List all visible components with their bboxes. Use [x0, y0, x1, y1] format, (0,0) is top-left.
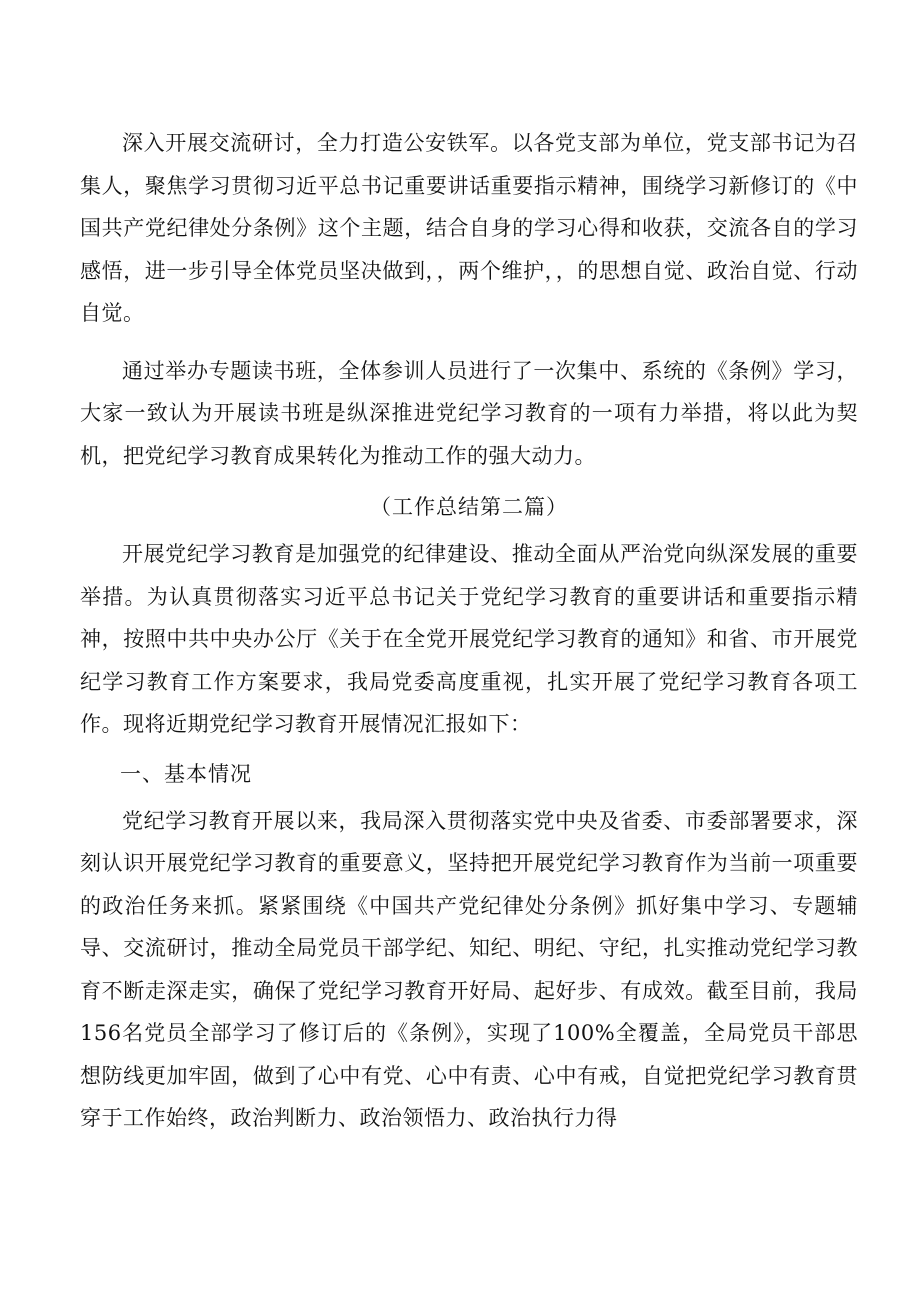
heading-basic-situation: 一、基本情况 [120, 761, 252, 786]
section-title: （工作总结第二篇） [370, 495, 568, 519]
paragraph-basic-situation: 党纪学习教育开展以来，我局深入贯彻落实党中央及省委、市委部署要求，深刻认识开展党纪学习教育的重要意义，坚持把开展党纪学习教育作为当前一项重要的政治任务来抓。紧紧围绕《中国共产党纪律处分条例》抓好集中学习、专题辅导、交流研讨，推动全局党员干部学纪、知纪、明纪、守纪，扎实推动党纪学习教育不断走深走实，确保了党纪学习教育开好局、起好步、有成效。截至目前，我局156名党员全部学习了修订后的《条例》，实现了100%全覆盖，全局党员干部思想防线更加牢固，做到了心中有党、心中有责、心中有戒，自觉把党纪学习教育贯穿于工作始终，政治判断力、政治领悟力、政治执行力得 [80, 808, 858, 1130]
paragraph-discussion: 深入开展交流研讨，全力打造公安铁军。以各党支部为单位，党支部书记为召集人，聚焦学习贯彻习近平总书记重要讲话重要指示精神，围绕学习新修订的《中国共产党纪律处分条例》这个主题，结合自身的学习心得和收获，交流各自的学习感悟，进一步引导全体党员坚决做到，，两个维护，，的思想自觉、政治自觉、行动自觉。 [80, 131, 858, 325]
paragraph-introduction: 开展党纪学习教育是加强党的纪律建设、推动全面从严治党向纵深发展的重要举措。为认真贯彻落实习近平总书记关于党纪学习教育的重要讲话和重要指示精神，按照中共中央办公厅《关于在全党开展党纪学习教育的通知》和省、市开展党纪学习教育工作方案要求，我局党委高度重视，扎实开展了党纪学习教育各项工作。现将近期党纪学习教育开展情况汇报如下： [80, 542, 858, 736]
paragraph-reading-class: 通过举办专题读书班，全体参训人员进行了一次集中、系统的《条例》学习，大家一致认为开展读书班是纵深推进党纪学习教育的一项有力举措，将以此为契机，把党纪学习教育成果转化为推动工作的强大动力。 [80, 358, 858, 468]
